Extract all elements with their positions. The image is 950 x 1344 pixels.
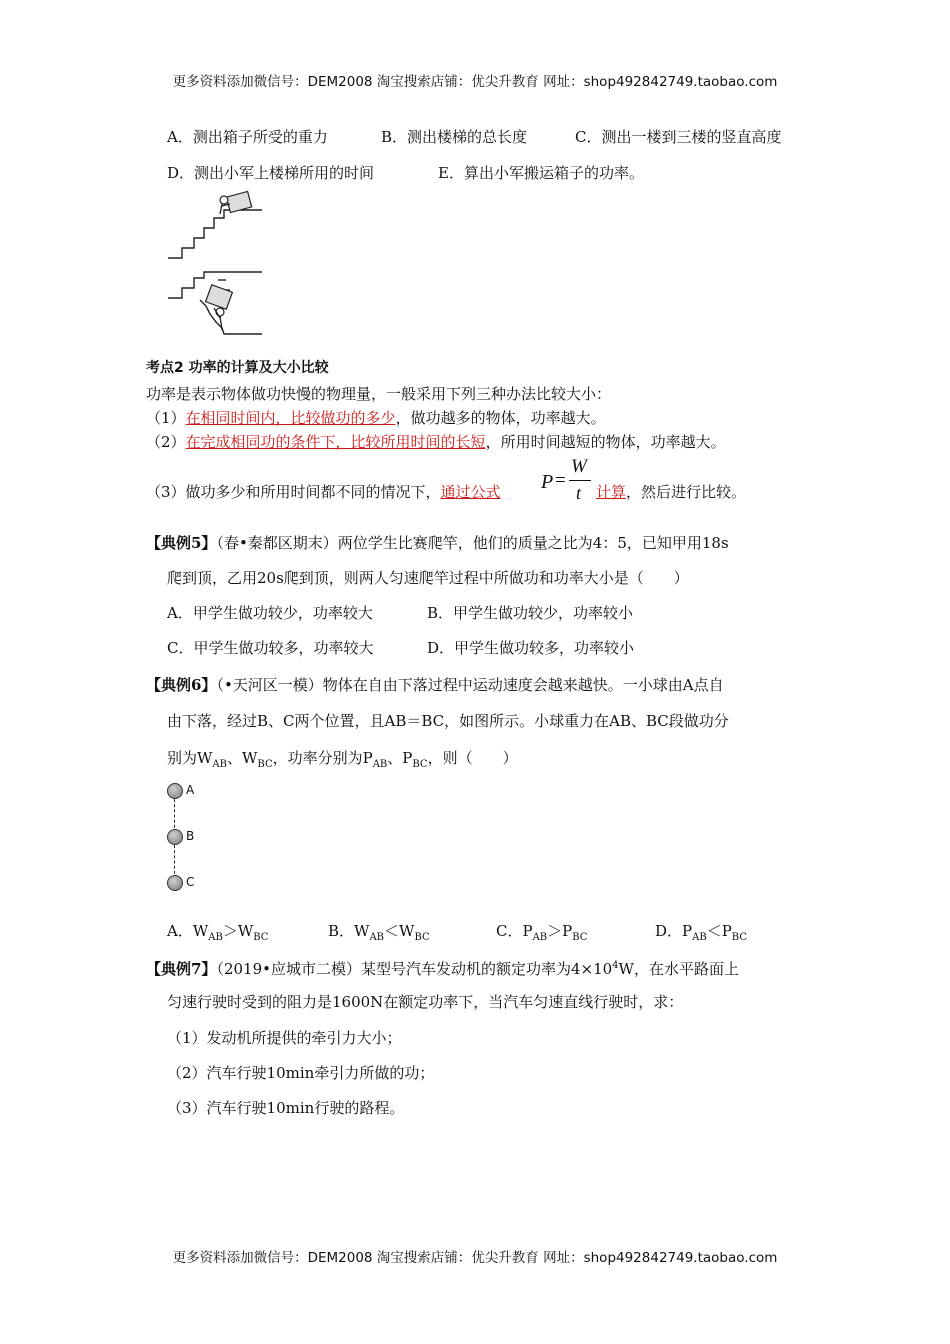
option-c: C．测出一楼到三楼的竖直高度 [575,128,782,146]
method-2: （2）在完成相同功的条件下，比较所用时间的长短，所用时间越短的物体，功率越大。 [146,433,726,451]
example-7-question-2: （2）汽车行驶10min牵引力所做的功； [167,1064,435,1082]
example-7-line-2: 匀速行驶时受到的阻力是1600N在额定功率下，当汽车匀速直线行驶时，求： [167,993,684,1011]
page-header: 更多资料添加微信号：DEM2008 淘宝搜索店铺：优尖升教育 网址：shop492842749.taobao.com [172,74,778,90]
example-6-line-3: 别为$W_{AB}$、$W_{BC}$，功率分别为$P_{AB}$、$P_{BC}$，则（ ） [167,749,518,770]
method-3-key-2: 计算 [596,483,627,501]
ball-a-icon [167,783,183,799]
example-6-line-1: 【典例6】（•天河区一模）物体在自由下落过程中运动速度会越来越快。一小球由A点自 [146,676,724,694]
section-title: 考点2 功率的计算及大小比较 [146,360,329,376]
point-c-label: C [186,875,195,889]
example-7-line-1: 【典例7】（2019•应城市二模）某型号汽车发动机的额定功率为$4\times 10^4W$，在水平路面上 [146,960,739,978]
example-5-line-2: 爬到顶，乙用20s爬到顶，则两人匀速爬竿过程中所做功和功率大小是（ ） [167,569,689,587]
example-6-label: 【典例6】 [146,676,217,694]
method-2-key: 在完成相同功的条件下，比较所用时间的长短 [185,433,486,451]
method-3: （3）做功多少和所用时间都不同的情况下，通过公式 [146,483,501,501]
example-7-question-3: （3）汽车行驶10min行驶的路程。 [167,1099,405,1117]
ball-c-icon [167,875,183,891]
example-5-option-b: B．甲学生做功较少，功率较小 [427,604,634,622]
option-e: E．算出小军搬运箱子的功率。 [438,164,644,182]
method-1: （1）在相同时间内，比较做功的多少，做功越多的物体，功率越大。 [146,409,606,427]
falling-ball-figure [166,780,226,895]
example-5-option-a: A．甲学生做功较少，功率较大 [167,604,373,622]
person-carrying-box-bottom-icon [206,285,233,330]
example-6-line-2: 由下落，经过B、C两个位置，且AB＝BC，如图所示。小球重力在AB、BC段做功分 [167,712,729,730]
page-footer: 更多资料添加微信号：DEM2008 淘宝搜索店铺：优尖升教育 网址：shop492842749.taobao.com [172,1250,778,1266]
method-3-end: 计算，然后进行比较。 [596,483,747,501]
power-formula: P = W t [541,456,593,504]
point-a-label: A [186,783,195,797]
example-5-line-1: 【典例5】（春•秦都区期末）两位学生比赛爬竿，他们的质量之比为4：5，已知甲用18s [146,534,729,552]
example-6-option-b: B．$W_{AB}<W_{BC}$ [328,922,430,943]
point-b-label: B [186,829,195,843]
ball-b-icon [167,829,183,845]
section-intro: 功率是表示物体做功快慢的物理量，一般采用下列三种办法比较大小： [146,385,612,403]
example-7-label: 【典例7】 [146,960,217,978]
example-6-option-a: A．$W_{AB}>W_{BC}$ [167,922,269,943]
example-7-question-1: （1）发动机所提供的牵引力大小； [167,1029,402,1047]
option-a: A．测出箱子所受的重力 [167,128,328,146]
example-6-option-d: D．$P_{AB}<P_{BC}$ [655,922,747,943]
option-b: B．测出楼梯的总长度 [381,128,528,146]
staircase-figure [160,190,270,340]
example-6-option-c: C．$P_{AB}>P_{BC}$ [496,922,588,943]
method-3-key: 通过公式 [440,483,501,501]
example-5-label: 【典例5】 [146,534,217,552]
option-d: D．测出小军上楼梯所用的时间 [167,164,375,182]
example-5-option-d: D．甲学生做功较多，功率较小 [427,639,635,657]
method-1-key: 在相同时间内，比较做功的多少 [185,409,396,427]
example-5-option-c: C．甲学生做功较多，功率较大 [167,639,374,657]
